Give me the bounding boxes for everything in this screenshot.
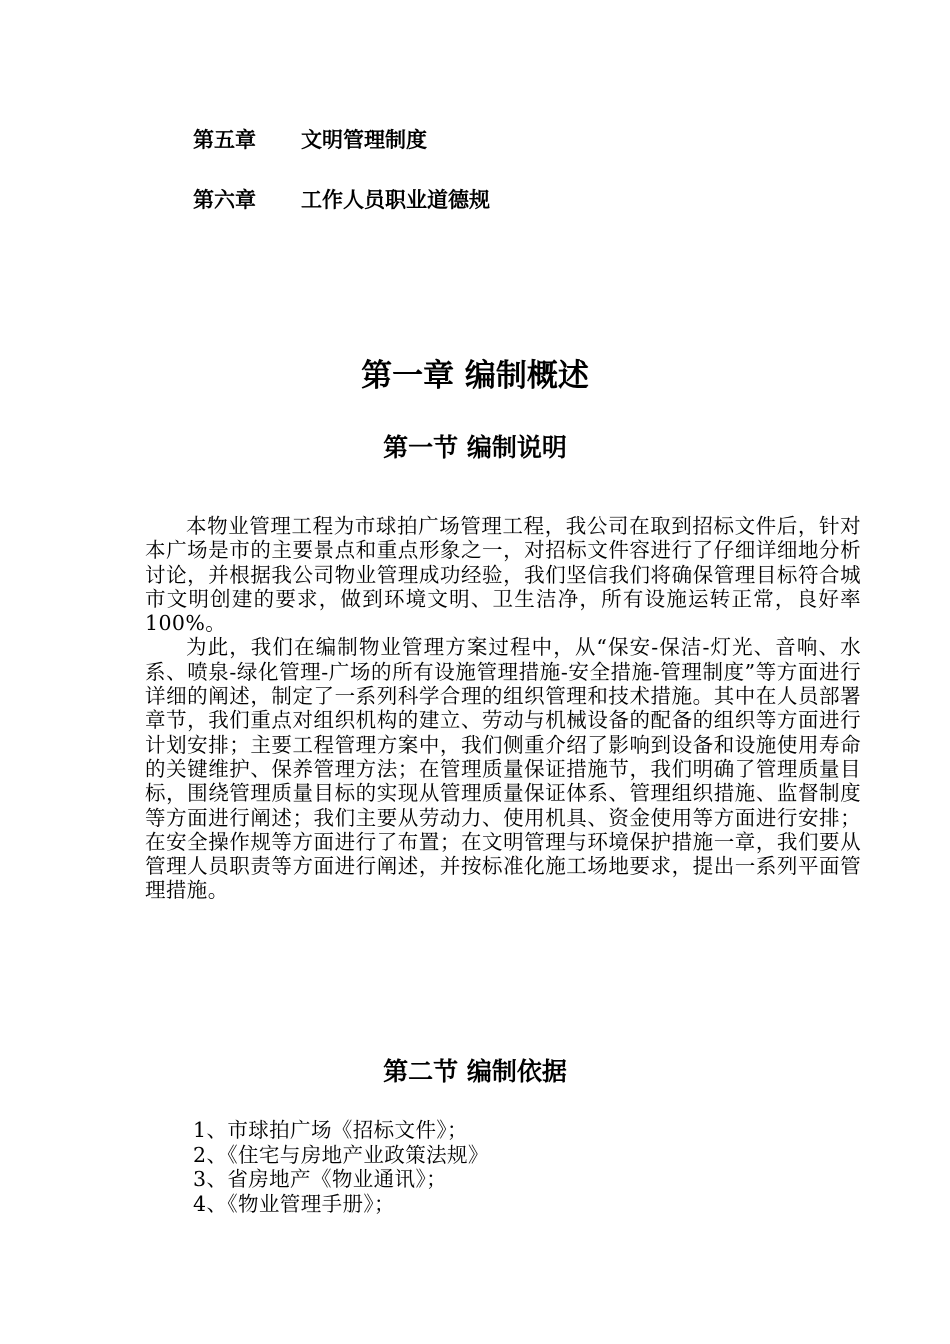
toc-chapter-number: 第六章 [193, 188, 256, 212]
toc-entry-chapter-6 [193, 184, 490, 214]
list-item: 3、省房地产《物业通讯》； [193, 1167, 447, 1191]
basis-list [193, 1118, 489, 1216]
section-1-body [145, 514, 861, 903]
section-title-2: 第二节 编制依据 [383, 1057, 567, 1086]
toc-chapter-title: 工作人员职业道德规 [301, 188, 490, 212]
paragraph-2: 为此，我们在编制物业管理方案过程中，从“保安-保洁-灯光、音响、水系、喷泉-绿化管理-广场的所有设施管理措施-安全措施-管理制度”等方面进行详细的阐述，制定了一系列科学合理的组织管理和技术措施。其中在人员部署章节，我们重点对组织机构的建立、劳动与机械设备的配备的组织等方面进行计划安排；主要工程管理方案中，我们侧重介绍了影响到设备和设施使用寿命的关键维护、保养管理方法；在管理质量保证措施节，我们明确了管理质量目标，围绕管理质量目标的实现从管理质量保证体系、管理组织措施、监督制度等方面进行阐述；我们主要从劳动力、使用机具、资金使用等方面进行安排；在安全操作规等方面进行了布置；在文明管理与环境保护措施一章，我们要从管理人员职责等方面进行阐述，并按标准化施工场地要求，提出一系列平面管理措施。 [145, 635, 861, 903]
section-title-1: 第一节 编制说明 [383, 433, 567, 462]
list-item: 2、《住宅与房地产业政策法规》 [193, 1142, 489, 1167]
toc-chapter-number: 第五章 [193, 128, 256, 152]
list-item: 4、《物业管理手册》； [193, 1191, 395, 1216]
list-item: 1、市球拍广场《招标文件》； [193, 1118, 468, 1142]
chapter-title: 第一章 编制概述 [361, 358, 589, 394]
paragraph-1: 本物业管理工程为市球拍广场管理工程，我公司在取到招标文件后，针对本广场是市的主要景点和重点形象之一，对招标文件容进行了仔细详细地分析讨论，并根据我公司物业管理成功经验，我们坚信我们将确保管理目标符合城市文明创建的要求，做到环境文明、卫生洁净，所有设施运转正常，良好率100%。 [145, 514, 861, 636]
toc-entry-chapter-5 [193, 124, 427, 154]
toc-chapter-title: 文明管理制度 [301, 128, 427, 152]
